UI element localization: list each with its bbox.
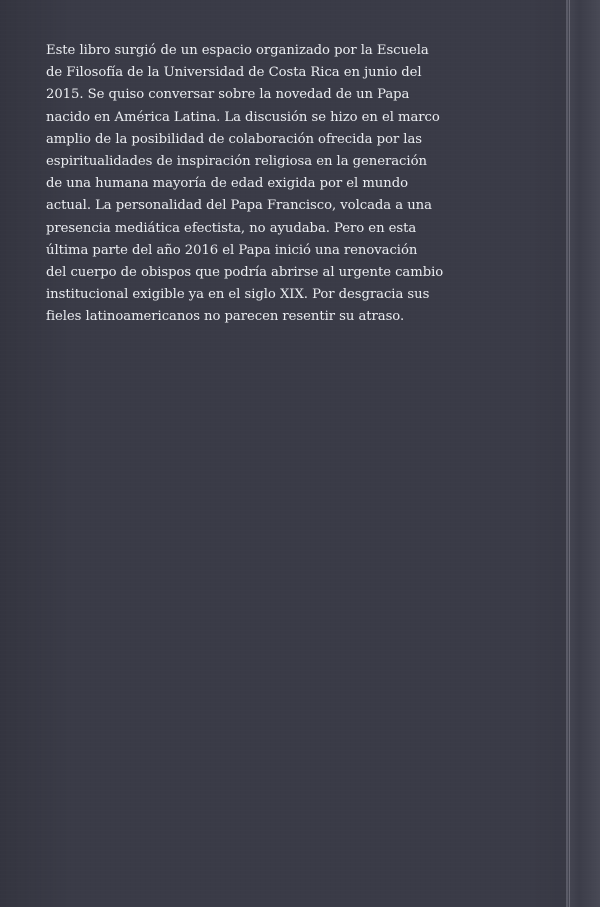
blurb-line: amplio de la posibilidad de colaboración ofrecida por las (46, 131, 423, 147)
blurb-line: última parte del año 2016 el Papa inició una renovación (46, 242, 418, 258)
blurb-line: nacido en América Latina. La discusión se hizo en el marco (46, 109, 440, 125)
blurb-line: actual. La personalidad del Papa Francisco, volcada a una (46, 198, 432, 214)
blurb-line: institucional exigible ya en el siglo XIX. Por desgracia sus (46, 287, 430, 303)
blurb-line: del cuerpo de obispos que podría abrirse al urgente cambio (46, 264, 444, 280)
blurb-line: 2015. Se quiso conversar sobre la novedad de un Papa (46, 87, 410, 103)
blurb-line: presencia mediática efectista, no ayudaba. Pero en esta (46, 220, 417, 236)
blurb-line: fieles latinoamericanos no parecen resentir su atraso. (46, 309, 405, 325)
back-cover-blurb (46, 40, 546, 328)
blurb-line: espiritualidades de inspiración religiosa en la generación (46, 153, 427, 169)
book-spine-edge (566, 0, 600, 907)
blurb-line: de una humana mayoría de edad exigida por el mundo (46, 176, 408, 192)
blurb-line: de Filosofía de la Universidad de Costa Rica en junio del (46, 65, 422, 81)
blurb-line: Este libro surgió de un espacio organizado por la Escuela (46, 43, 429, 58)
spine-divider (569, 0, 570, 907)
